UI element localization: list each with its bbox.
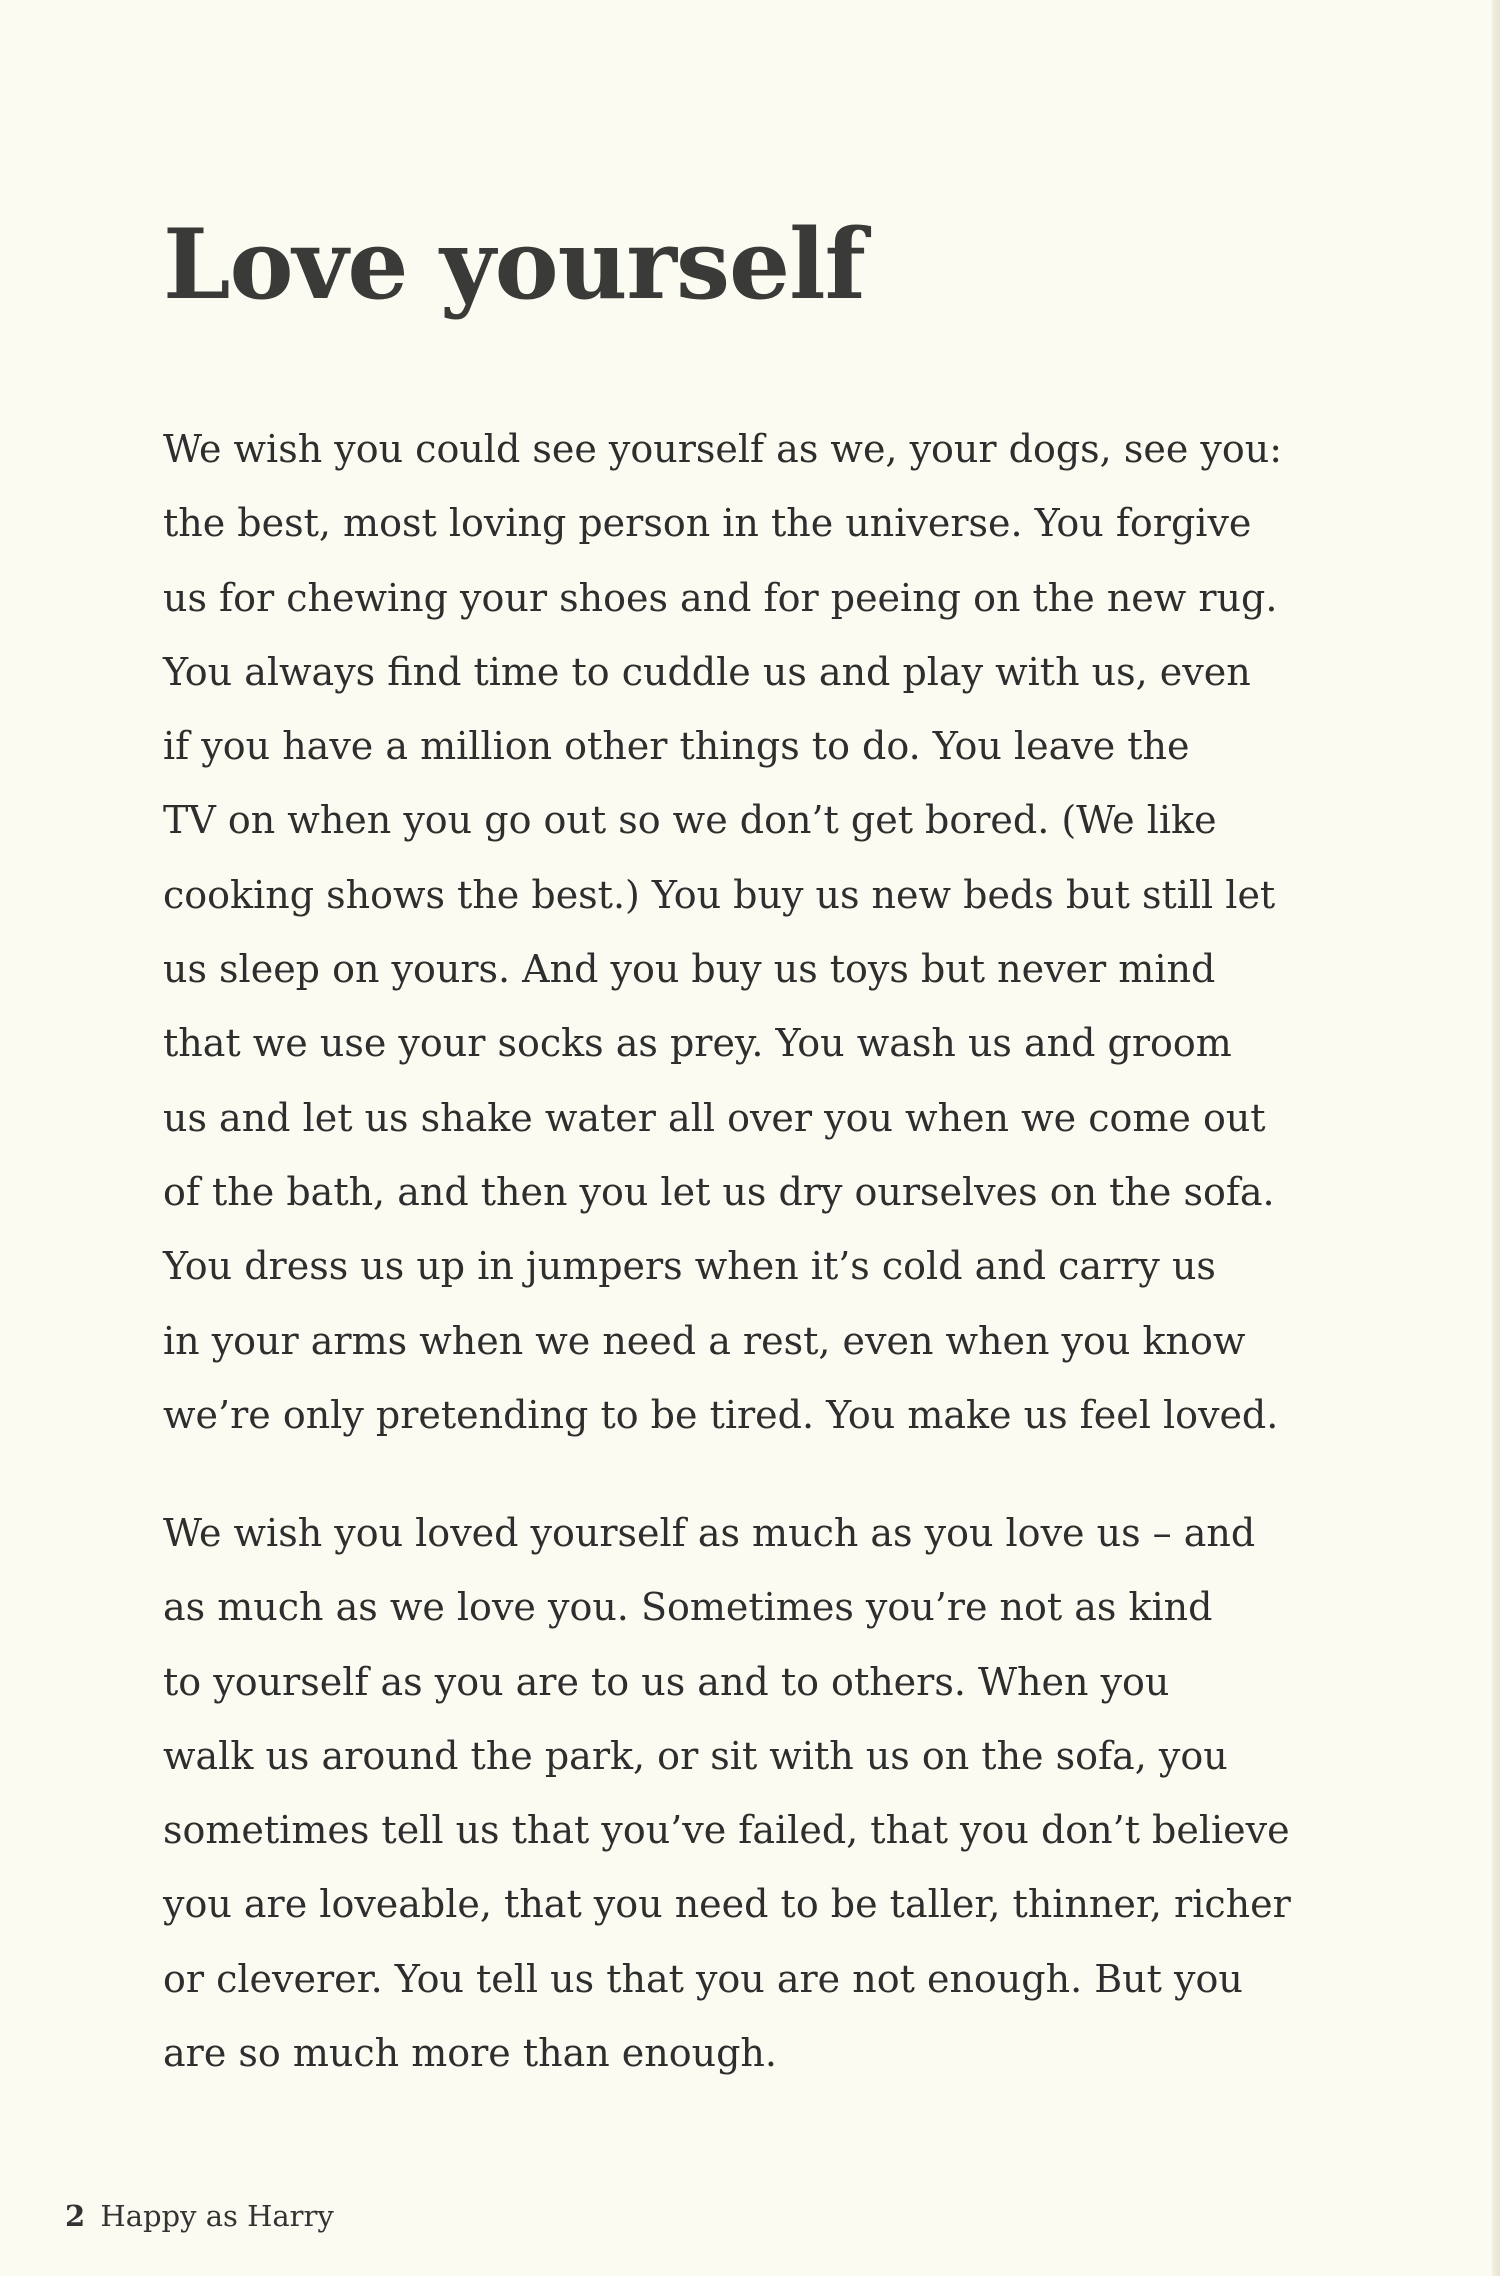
text-line: You dress us up in jumpers when it’s cold and carry us (163, 1244, 1216, 1289)
text-line: We wish you could see yourself as we, your dogs, see you: (163, 427, 1283, 471)
paragraph-1 (163, 412, 1343, 1452)
text-line: of the bath, and then you let us dry ourselves on the sofa. (163, 1169, 1275, 1214)
page-edge-shadow (1492, 0, 1500, 2276)
text-line: cooking shows the best.) You buy us new beds but still let (163, 872, 1276, 917)
text-line: us sleep on yours. And you buy us toys but never mind (163, 947, 1216, 992)
text-line: You always find time to cuddle us and play with us, even (163, 649, 1251, 694)
page-number: 2 (65, 2199, 86, 2233)
text-line: we’re only pretending to be tired. You make us feel loved. (163, 1392, 1279, 1437)
text-line: walk us around the park, or sit with us on the sofa, you (163, 1733, 1228, 1778)
running-title: Happy as Harry (100, 2199, 334, 2233)
text-line: if you have a million other things to do. You leave the (163, 724, 1190, 769)
paragraph-2 (163, 1496, 1343, 2090)
text-line: TV on when you go out so we don’t get bored. (We like (163, 798, 1217, 843)
page-footer (65, 2196, 334, 2236)
chapter-title: Love yourself (163, 208, 865, 321)
text-line: us and let us shake water all over you when we come out (163, 1095, 1266, 1140)
text-line: We wish you loved yourself as much as you love us – and (163, 1511, 1256, 1555)
text-line: that we use your socks as prey. You wash us and groom (163, 1021, 1232, 1066)
text-line: or cleverer. You tell us that you are not enough. But you (163, 1956, 1243, 2001)
text-line: us for chewing your shoes and for peeing on the new rug. (163, 575, 1278, 620)
text-line: sometimes tell us that you’ve failed, that you don’t believe (163, 1808, 1290, 1853)
text-line: are so much more than enough. (163, 2031, 777, 2076)
text-line: in your arms when we need a rest, even when you know (163, 1318, 1246, 1363)
text-line: you are loveable, that you need to be taller, thinner, richer (163, 1882, 1291, 1927)
text-line: the best, most loving person in the universe. You forgive (163, 501, 1252, 546)
text-line: as much as we love you. Sometimes you’re not as kind (163, 1585, 1213, 1630)
text-line: to yourself as you are to us and to others. When you (163, 1659, 1170, 1704)
